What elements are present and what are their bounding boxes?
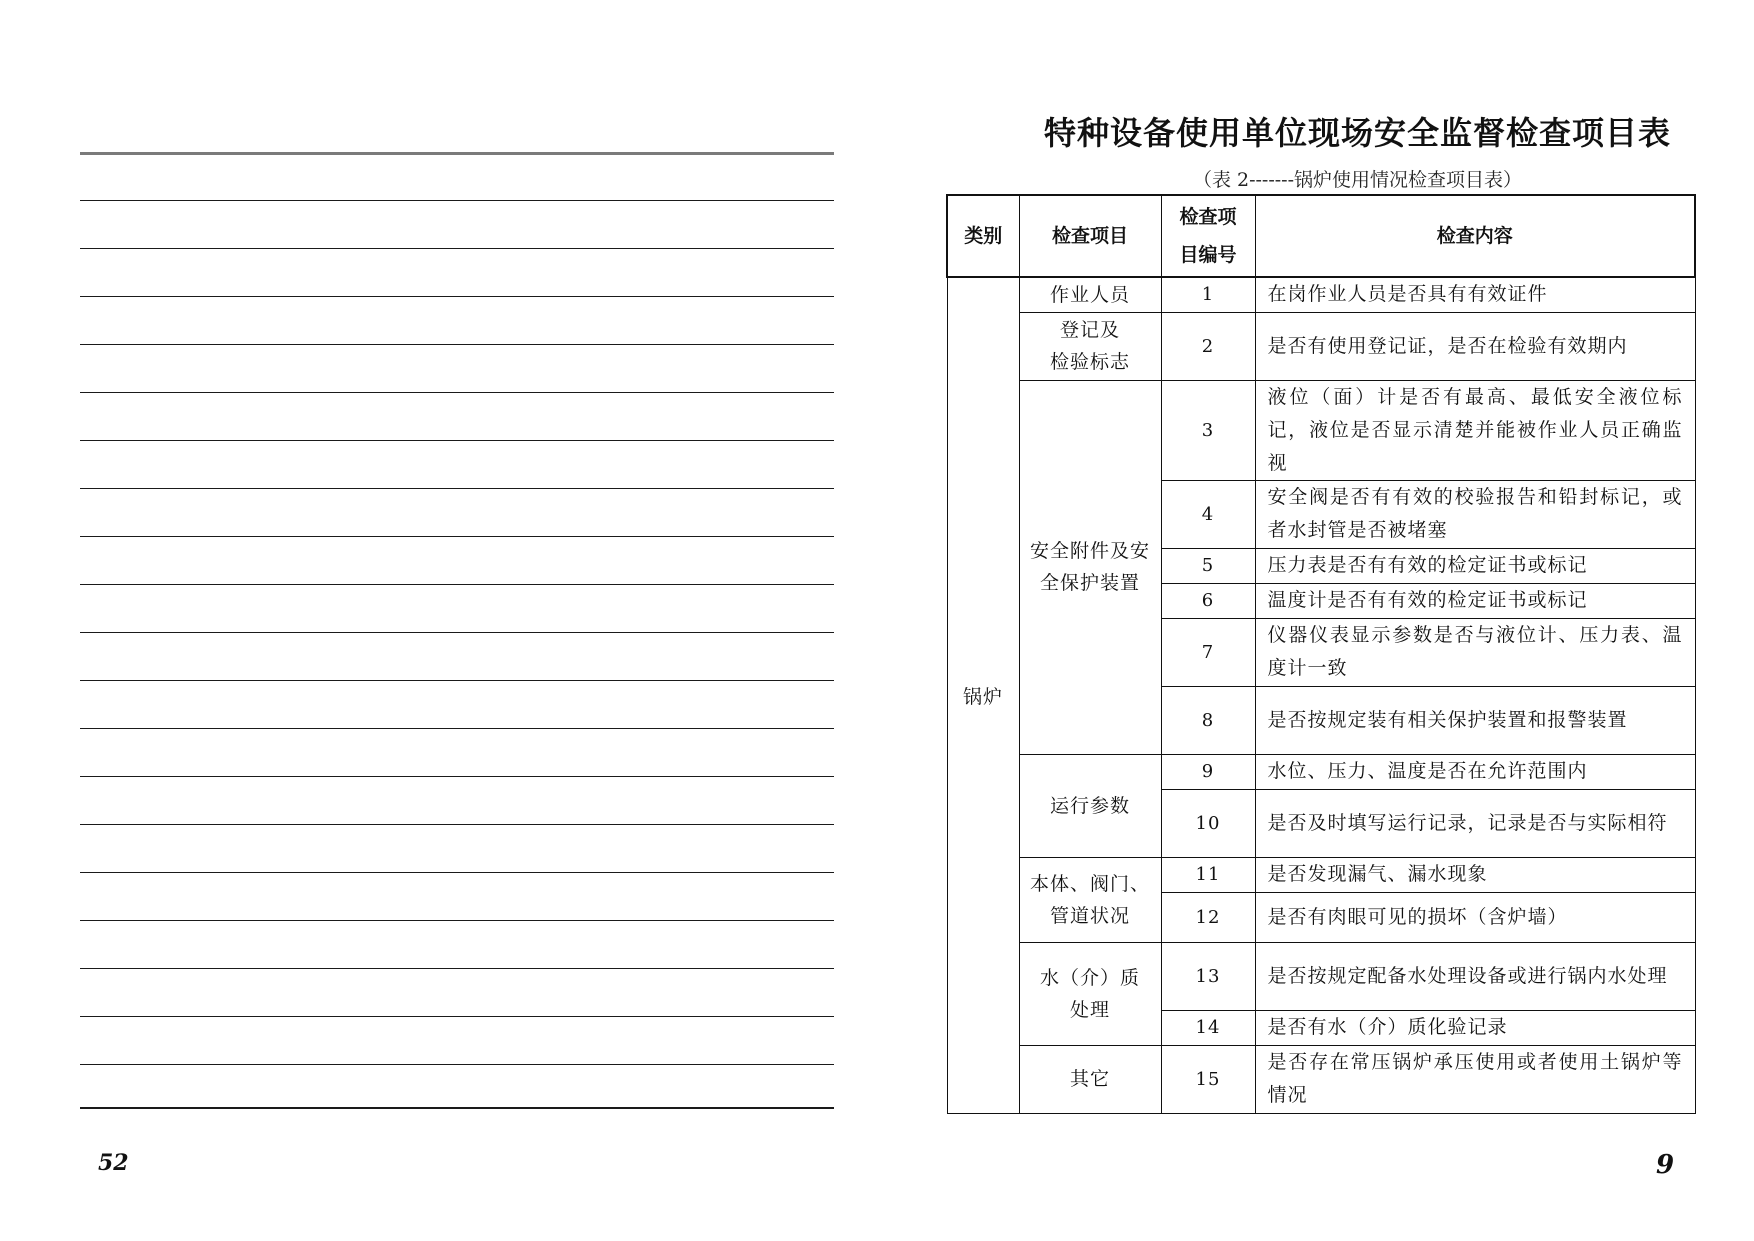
check-number-cell: 7 [1161,618,1255,686]
check-number-cell: 4 [1161,480,1255,548]
table-row [947,942,1695,1010]
check-number-cell: 5 [1161,548,1255,583]
check-content-cell: 是否发现漏气、漏水现象 [1255,857,1695,892]
check-item-label: 检验标志 [1049,351,1130,373]
header-content: 检查内容 [1255,195,1695,277]
header-number-line2: 目编号 [1179,244,1237,266]
ruled-line [80,680,834,681]
inspection-table [946,194,1696,1114]
ruled-line [80,440,834,441]
check-content-cell: 是否按规定装有相关保护装置和报警装置 [1255,686,1695,754]
ruled-line [80,248,834,249]
check-item-label: 处理 [1069,998,1110,1021]
check-number-cell: 15 [1161,1045,1255,1113]
check-number-cell: 12 [1161,892,1255,942]
check-content-cell: 是否有肉眼可见的损坏（含炉墙） [1255,892,1695,942]
check-number-cell: 10 [1161,789,1255,857]
table-row [947,380,1695,480]
check-number-cell: 13 [1161,942,1255,1010]
check-content-cell: 是否有水（介）质化验记录 [1255,1010,1695,1045]
check-content-cell: 是否有使用登记证，是否在检验有效期内 [1255,312,1695,380]
check-item-cell [1019,277,1161,312]
check-number-cell: 3 [1161,380,1255,480]
ruled-line [80,488,834,489]
header-category: 类别 [947,195,1019,277]
ruled-line [80,296,834,297]
check-item-cell [1019,754,1161,857]
ruled-line [80,392,834,393]
check-number-cell: 14 [1161,1010,1255,1045]
check-number-cell: 6 [1161,583,1255,618]
check-content-cell: 压力表是否有有效的检定证书或标记 [1255,548,1695,583]
ruled-line [80,1107,834,1109]
header-number [1161,195,1255,277]
check-content-cell: 温度计是否有有效的检定证书或标记 [1255,583,1695,618]
ruled-line [80,728,834,729]
document-title: 特种设备使用单位现场安全监督检查项目表 [1043,114,1671,152]
check-content-cell: 仪器仪表显示参数是否与液位计、压力表、温度计一致 [1255,618,1695,686]
check-number-cell: 11 [1161,857,1255,892]
check-item-cell [1019,1045,1161,1113]
header-item: 检查项目 [1019,195,1161,277]
check-item-label: 其它 [1069,1068,1110,1090]
check-number-cell: 9 [1161,754,1255,789]
ruled-line [80,200,834,201]
check-number-cell: 8 [1161,686,1255,754]
check-content-cell: 是否及时填写运行记录，记录是否与实际相符 [1255,789,1695,857]
check-item-label: 运行参数 [1049,794,1130,817]
ruled-line [80,152,834,155]
ruled-line [80,632,834,633]
table-row [947,1045,1695,1113]
check-content-cell: 是否存在常压锅炉承压使用或者使用土锅炉等情况 [1255,1045,1695,1113]
category-cell: 锅炉 [947,277,1019,1113]
check-item-label: 安全附件及安全保护装置 [1029,540,1150,594]
document-subtitle: （表 2-------锅炉使用情况检查项目表） [1192,169,1523,191]
check-content-cell: 在岗作业人员是否具有有效证件 [1255,277,1695,312]
check-number-cell: 1 [1161,277,1255,312]
table-header-row [947,195,1695,277]
check-content-cell: 液位（面）计是否有最高、最低安全液位标记，液位是否显示清楚并能被作业人员正确监视 [1255,380,1695,480]
check-item-cell [1019,312,1161,380]
header-number-line1: 检查项 [1179,206,1237,228]
right-page [877,0,1754,1241]
ruled-line [80,1064,834,1065]
check-content-cell: 是否按规定配备水处理设备或进行锅内水处理 [1255,942,1695,1010]
check-content-cell: 水位、压力、温度是否在允许范围内 [1255,754,1695,789]
check-item-label: 管道状况 [1049,904,1130,927]
ruled-line [80,584,834,585]
check-item-label: 本体、阀门、 [1029,872,1150,895]
ruled-line [80,824,834,825]
check-item-label: 水（介）质 [1039,966,1140,989]
check-content-cell: 安全阀是否有有效的校验报告和铅封标记，或者水封管是否被堵塞 [1255,480,1695,548]
ruled-line [80,776,834,777]
ruled-line [80,536,834,537]
ruled-line [80,968,834,969]
check-item-cell [1019,857,1161,942]
table-body [947,277,1695,1113]
ruled-note-lines [80,152,834,1112]
page-number-right: 9 [1656,1150,1675,1180]
table-row [947,754,1695,789]
check-item-label: 作业人员 [1049,283,1130,306]
check-item-cell [1019,380,1161,754]
check-item-cell [1019,942,1161,1045]
ruled-line [80,344,834,345]
check-item-label: 登记及 [1059,319,1120,341]
page-number-left: 52 [98,1150,129,1176]
table-row [947,857,1695,892]
ruled-line [80,1016,834,1017]
ruled-line [80,872,834,873]
table-row [947,312,1695,380]
table-row [947,277,1695,312]
check-number-cell: 2 [1161,312,1255,380]
ruled-line [80,920,834,921]
